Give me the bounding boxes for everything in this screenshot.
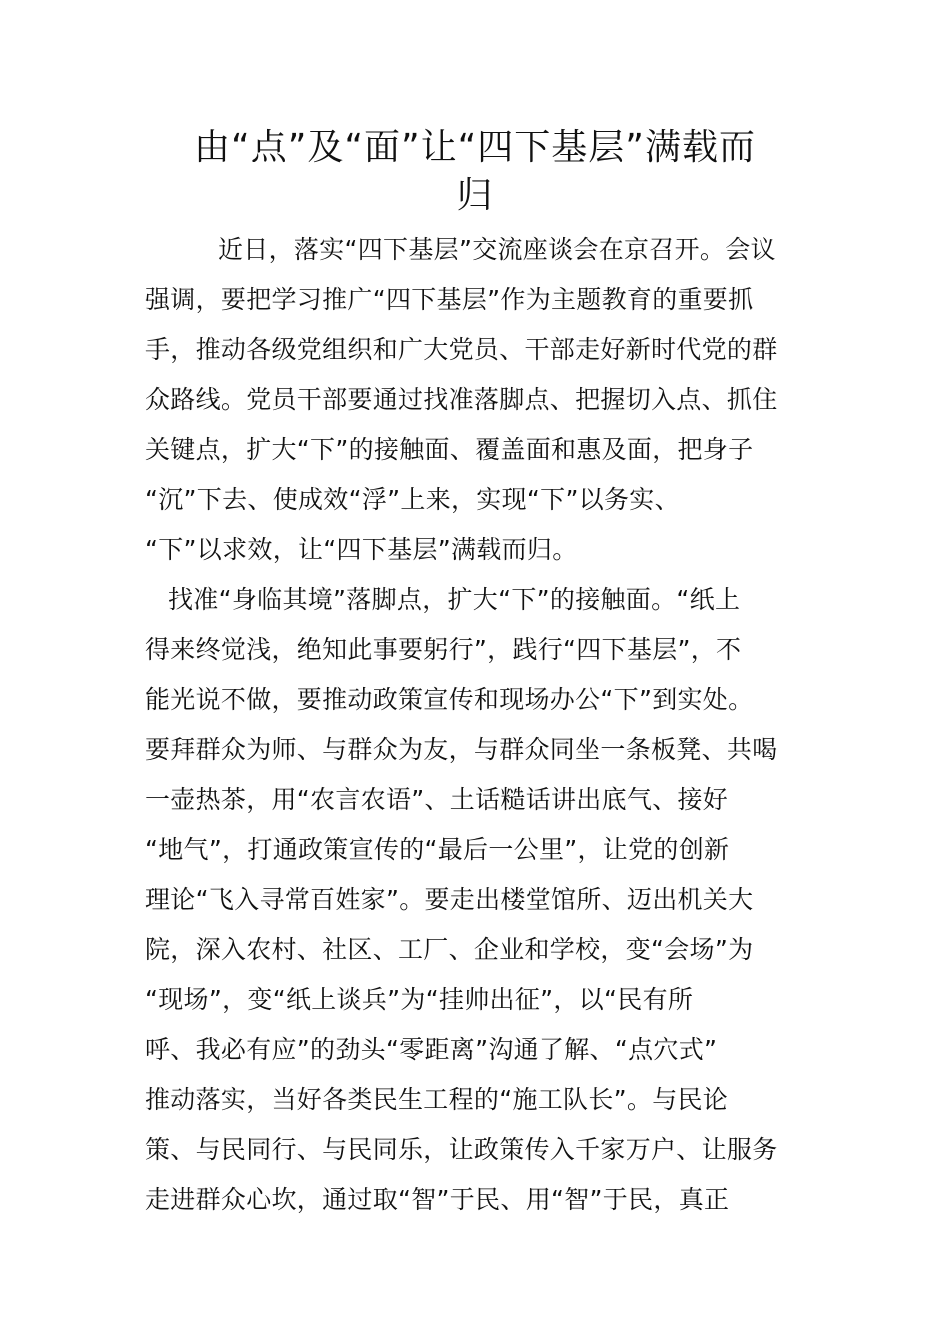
body-line: 强调，要把学习推广“四下基层”作为主题教育的重要抓 [145,285,754,314]
body-line: 手，推动各级党组织和广大党员、干部走好新时代党的群 [145,335,778,364]
body-line: “下”以求效，让“四下基层”满载而归。 [145,535,578,564]
document-title [145,124,805,220]
body-line: 能光说不做，要推动政策宣传和现场办公“下”到实处。 [145,685,754,714]
body-line: 一壶热茶，用“农言农语”、土话糙话讲出底气、接好 [145,785,729,814]
body-line: 推动落实，当好各类民生工程的“施工队长”。与民论 [145,1085,729,1114]
body-line: 众路线。党员干部要通过找准落脚点、把握切入点、抓住 [145,385,778,414]
body-line: “沉”下去、使成效“浮”上来，实现“下”以务实、 [145,485,680,514]
title-line-2: 归 [456,175,494,216]
body-line: 走进群众心坎，通过取“智”于民、用“智”于民，真正 [145,1185,730,1214]
body-line: 要拜群众为师、与群众为友，与群众同坐一条板凳、共喝 [145,735,778,764]
body-line: “现场”，变“纸上谈兵”为“挂帅出征”，以“民有所 [145,985,694,1014]
body-line: 呼、我必有应”的劲头“零距离”沟通了解、“点穴式” [145,1035,718,1064]
body-line: 理论“飞入寻常百姓家”。要走出楼堂馆所、迈出机关大 [145,885,754,914]
title-line-1: 由“点”及“面”让“四下基层”满载而 [194,127,756,168]
body-line: 策、与民同行、与民同乐，让政策传入千家万户、让服务 [145,1135,778,1164]
body-line: “地气”，打通政策宣传的“最后一公里”，让党的创新 [145,835,730,864]
body-line: 院，深入农村、社区、工厂、企业和学校，变“会场”为 [145,935,754,964]
body-line: 得来终觉浅，绝知此事要躬行”，践行“四下基层”，不 [145,635,742,664]
body-line: 找准“身临其境”落脚点，扩大“下”的接触面。“纸上 [168,585,741,614]
body-line: 近日，落实“四下基层”交流座谈会在京召开。会议 [218,235,776,264]
body-line: 关键点，扩大“下”的接触面、覆盖面和惠及面，把身子 [145,435,754,464]
